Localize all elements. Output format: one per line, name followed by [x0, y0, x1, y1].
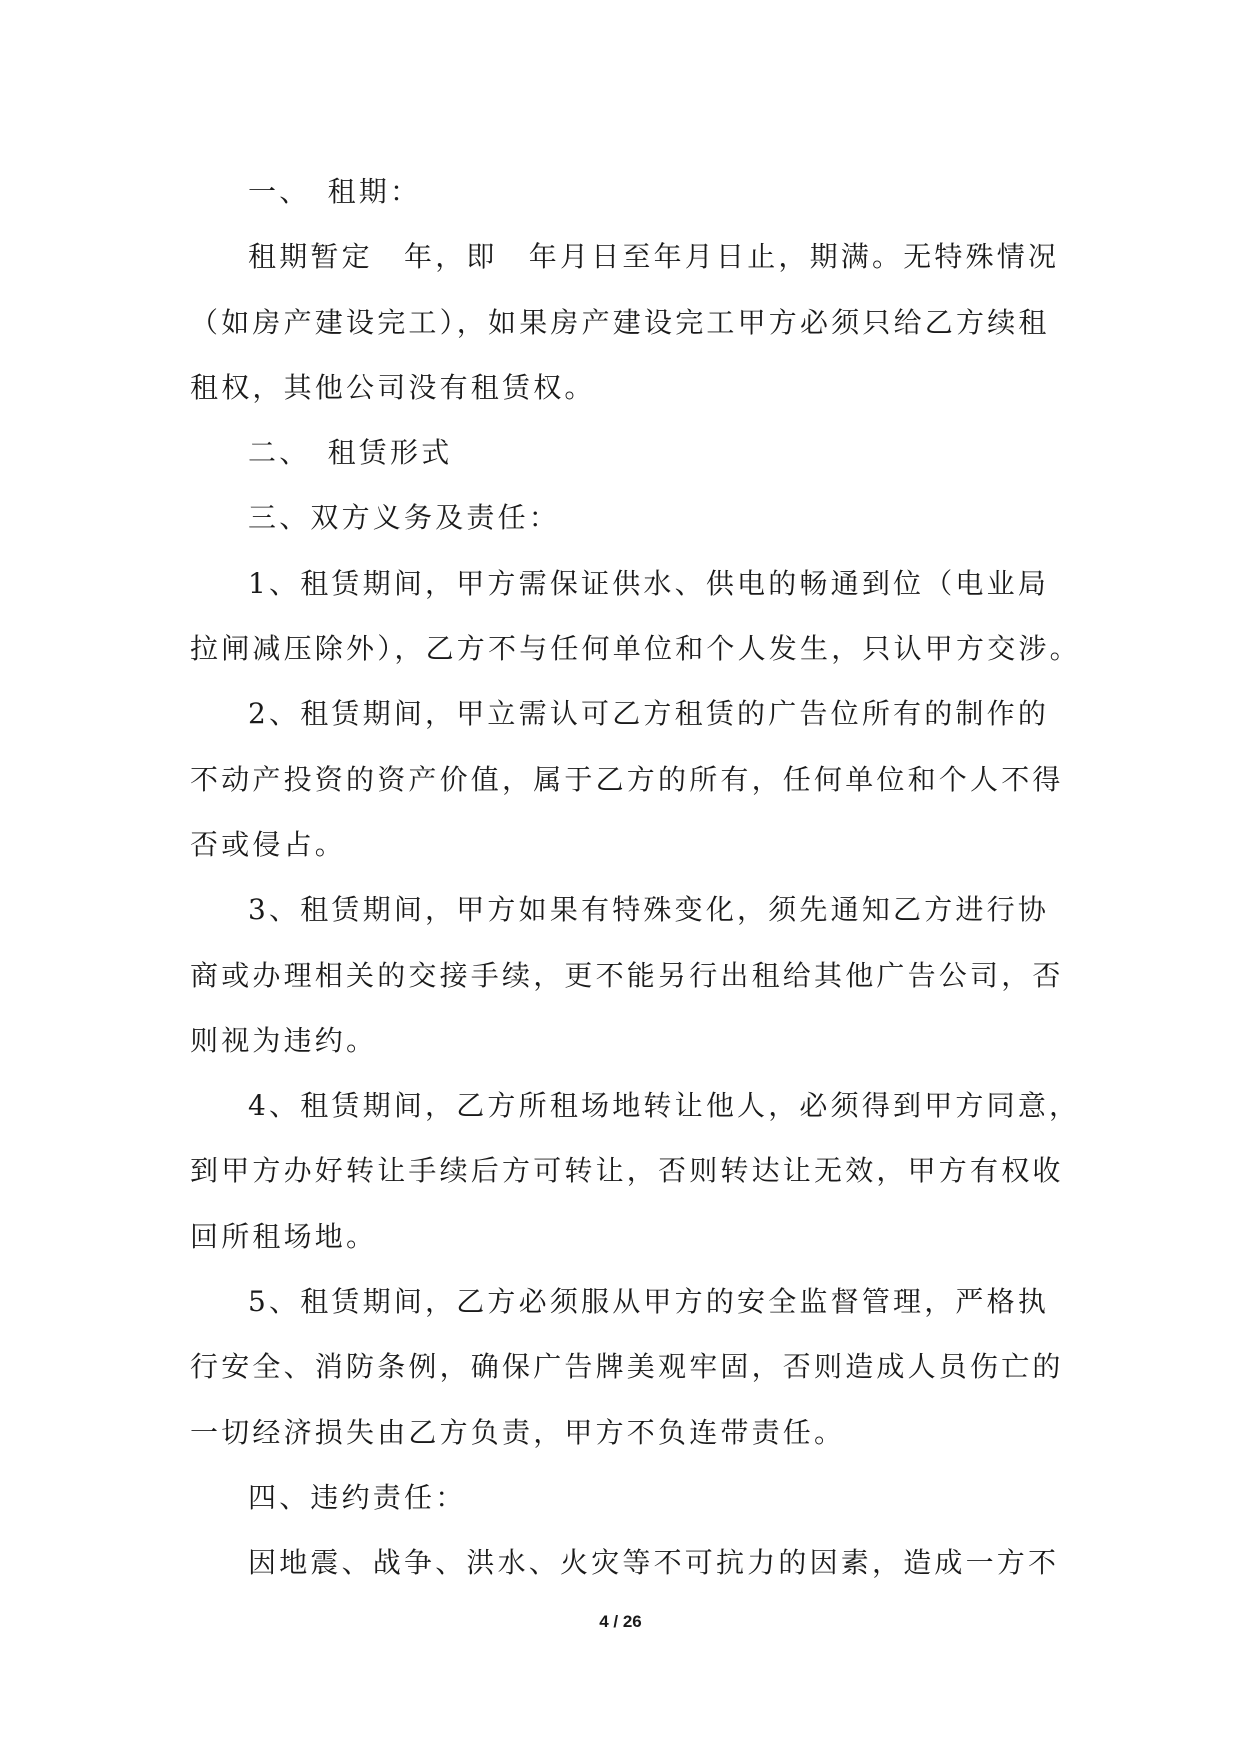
clause-5-line: 一切经济损失由乙方负责，甲方不负连带责任。	[190, 1415, 846, 1449]
section-heading-liability: 四、违约责任：	[248, 1480, 467, 1514]
clause-2-line: 不动产投资的资产价值，属于乙方的所有，任何单位和个人不得	[190, 762, 1064, 796]
section-heading-obligations: 三、双方义务及责任：	[248, 501, 561, 535]
section-heading-lease-form: 二、 租赁形式	[248, 436, 453, 470]
clause-4-line: 到甲方办好转让手续后方可转让，否则转达让无效，甲方有权收	[190, 1154, 1064, 1188]
clause-3-line: 商或办理相关的交接手续，更不能另行出租给其他广告公司，否	[190, 958, 1064, 992]
paragraph-line: 因地震、战争、洪水、火灾等不可抗力的因素，造成一方不	[248, 1546, 1060, 1580]
paragraph-line: 租期暂定 年，即 年月日至年月日止，期满。无特殊情况	[248, 240, 1060, 274]
clause-5-line: 行安全、消防条例，确保广告牌美观牢固，否则造成人员伤亡的	[190, 1350, 1064, 1384]
contract-body	[190, 159, 1081, 1596]
section-heading-lease-term: 一、 租期：	[248, 175, 422, 208]
page-number: 4 / 26	[599, 1612, 642, 1631]
clause-3-line: 则视为违约。	[190, 1023, 378, 1057]
clause-2-line: 2、租赁期间，甲立需认可乙方租赁的广告位所有的制作的	[248, 697, 1050, 731]
clause-1-line: 拉闸减压除外），乙方不与任何单位和个人发生，只认甲方交涉。	[190, 632, 1081, 666]
paragraph-line: 租权，其他公司没有租赁权。	[190, 370, 596, 404]
clause-4-line: 4、租赁期间，乙方所租场地转让他人，必须得到甲方同意，	[248, 1089, 1081, 1123]
paragraph-line: （如房产建设完工），如果房产建设完工甲方必须只给乙方续租	[190, 305, 1050, 339]
clause-5-line: 5、租赁期间，乙方必须服从甲方的安全监督管理，严格执	[248, 1285, 1050, 1319]
clause-1-line: 1、租赁期间，甲方需保证供水、供电的畅通到位（电业局	[248, 566, 1050, 600]
clause-2-line: 否或侵占。	[190, 827, 347, 861]
clause-3-line: 3、租赁期间，甲方如果有特殊变化，须先通知乙方进行协	[248, 893, 1050, 927]
clause-4-line: 回所租场地。	[190, 1219, 378, 1253]
